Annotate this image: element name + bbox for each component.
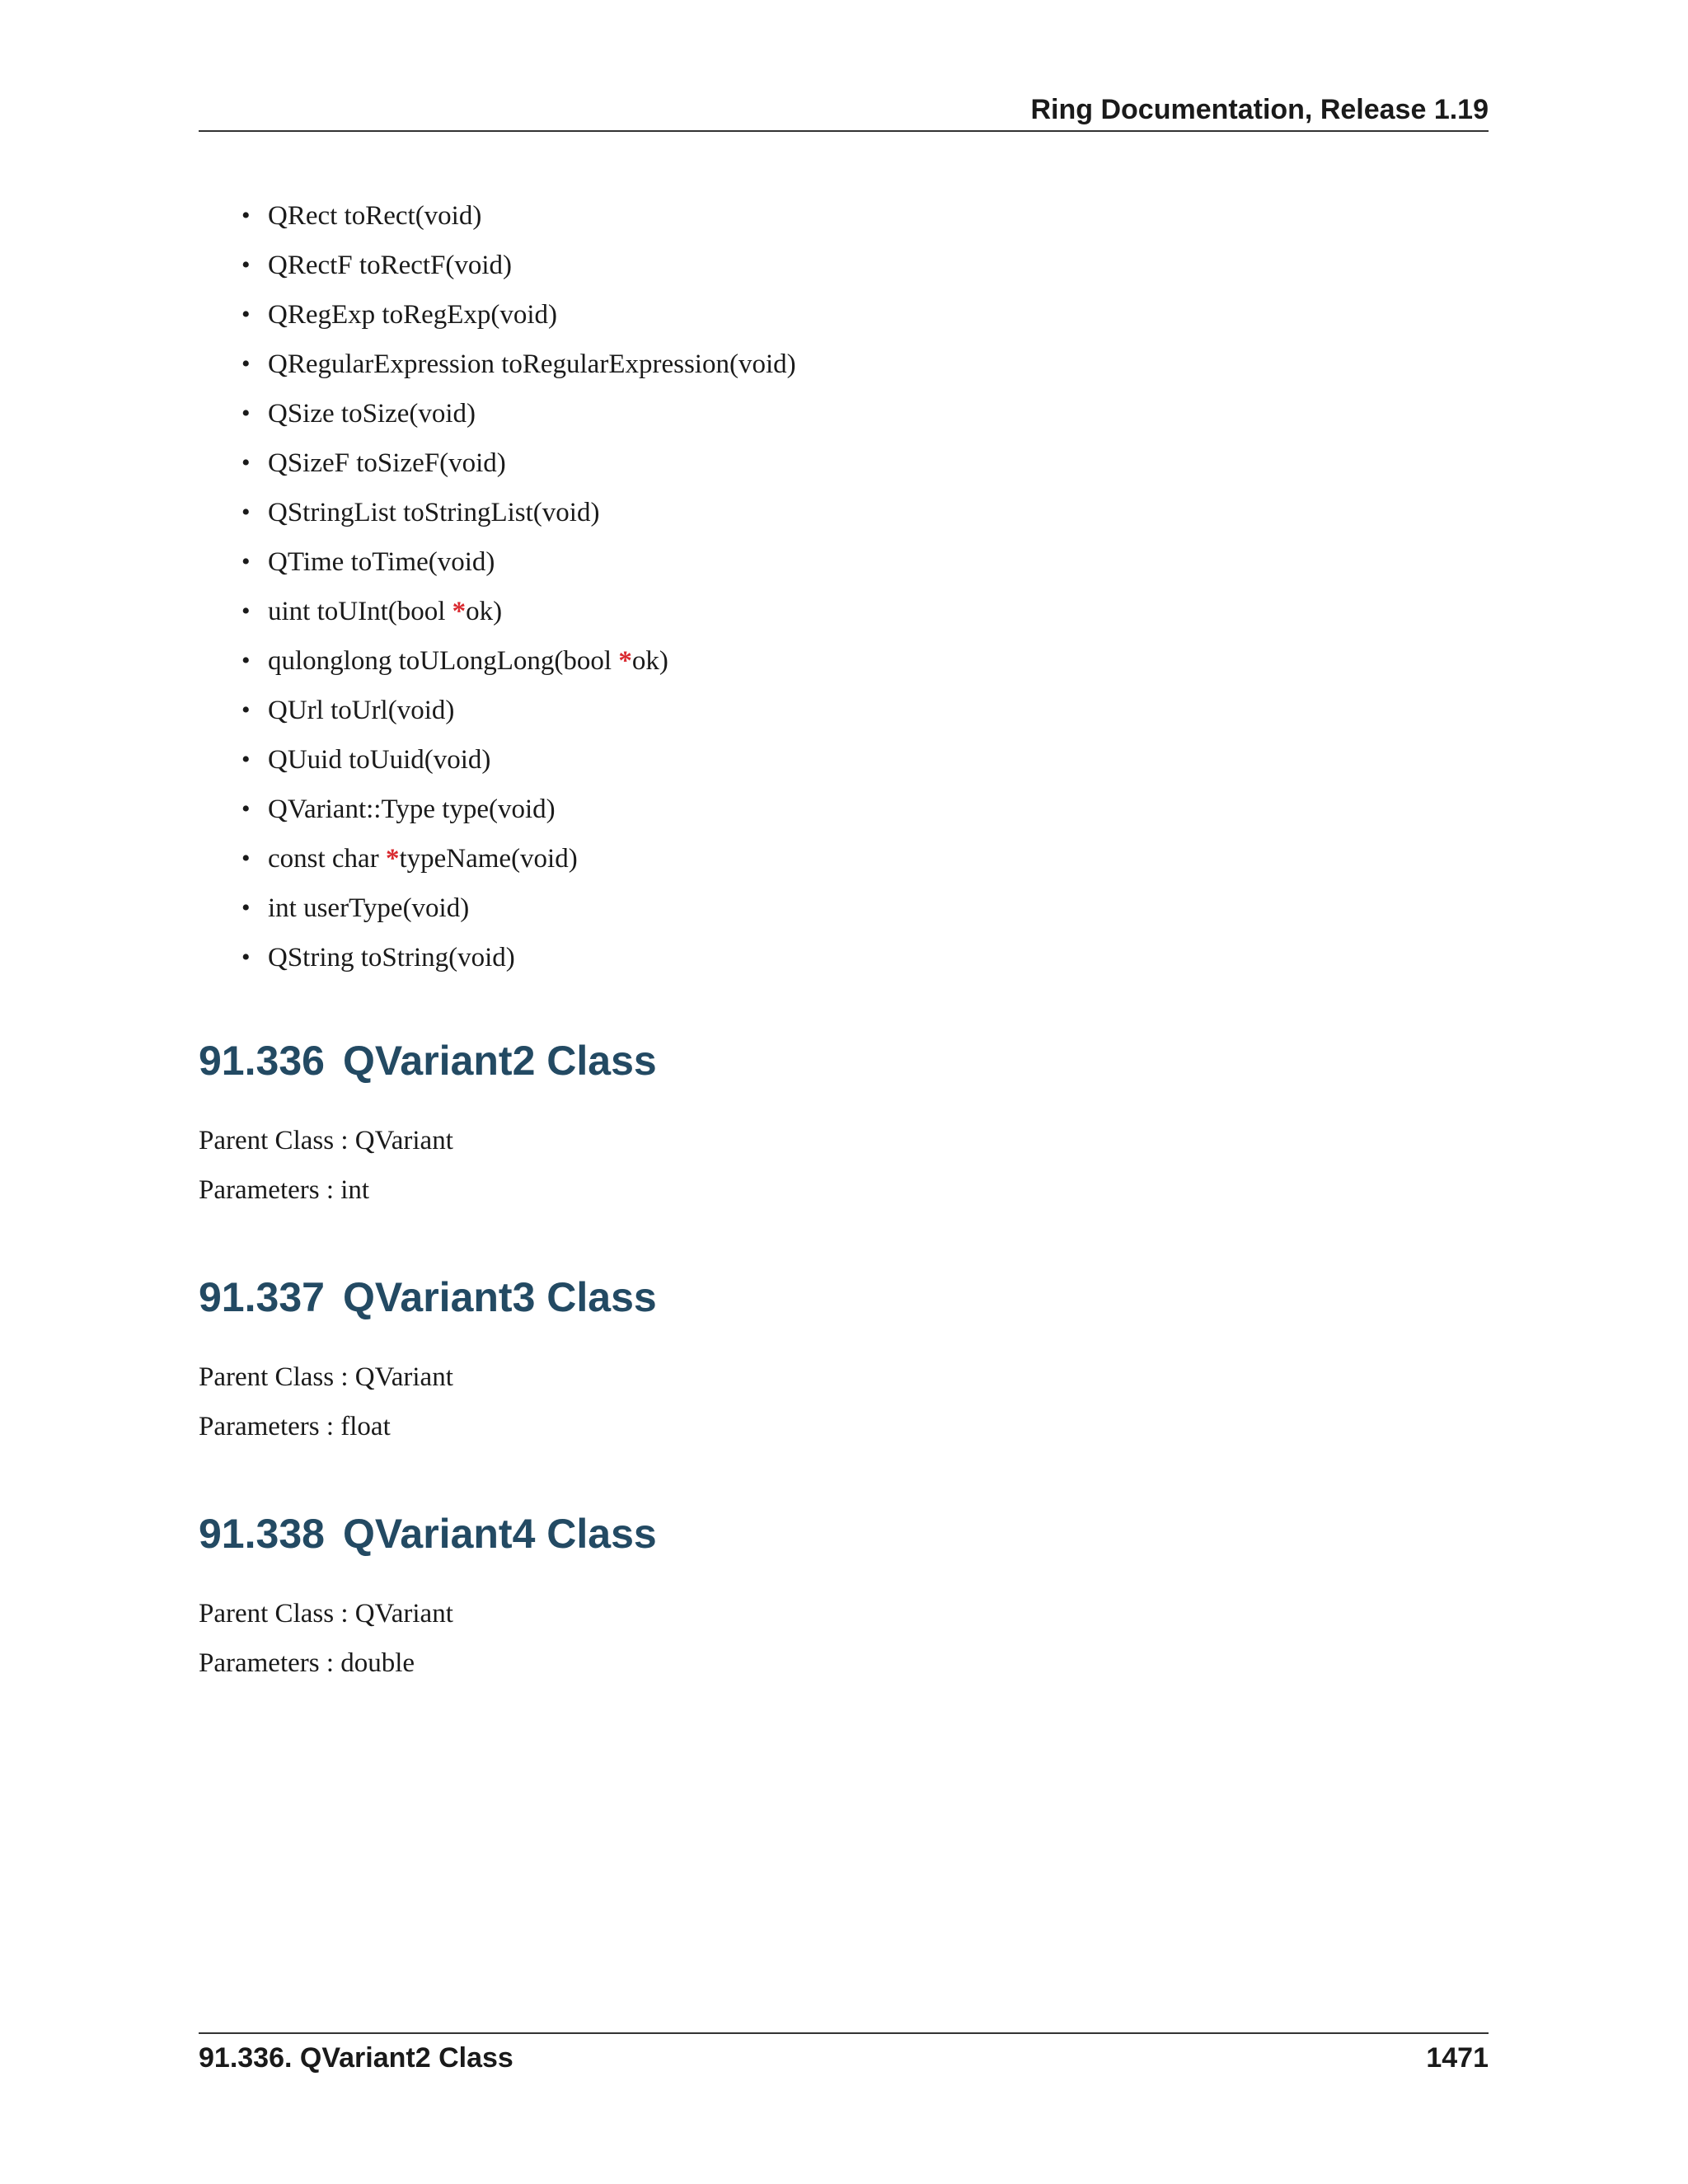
method-text: QSizeF toSizeF(void) (268, 448, 506, 478)
bullet-icon: • (241, 301, 251, 328)
list-item (199, 488, 796, 537)
method-text-tail: ok) (631, 646, 668, 676)
list-item (199, 340, 796, 389)
list-item (199, 191, 796, 241)
section-title: QVariant2 Class (342, 1038, 657, 1084)
bullet-icon: • (241, 795, 251, 823)
method-text: qulonglong toULongLong(bool (268, 646, 619, 676)
list-item (199, 290, 796, 340)
method-text: int userType(void) (268, 893, 470, 923)
bullet-icon: • (241, 449, 251, 476)
list-item (199, 883, 796, 933)
section-heading (199, 1268, 657, 1326)
section-number: 91.337 (199, 1274, 325, 1320)
bullet-icon: • (241, 696, 251, 724)
parent-class-line: Parent Class : QVariant (199, 1362, 453, 1392)
method-text: const char (268, 844, 386, 874)
list-item (199, 389, 796, 438)
method-text: QUrl toUrl(void) (268, 696, 455, 725)
parameters-line: Parameters : double (199, 1648, 415, 1678)
parameters-line: Parameters : int (199, 1175, 370, 1205)
section-title: QVariant3 Class (342, 1274, 657, 1320)
list-item (199, 537, 796, 587)
bullet-icon: • (241, 400, 251, 427)
bullet-icon: • (241, 647, 251, 674)
pointer-asterisk: * (385, 844, 400, 874)
parent-class-line: Parent Class : QVariant (199, 1599, 453, 1629)
method-text: QString toString(void) (268, 943, 515, 972)
section-heading (199, 1505, 657, 1563)
section-qvariant2 (199, 1032, 657, 1215)
method-text: QVariant::Type type(void) (268, 794, 556, 824)
list-item (199, 587, 796, 636)
pointer-asterisk: * (618, 646, 632, 676)
list-item (199, 686, 796, 735)
bullet-icon: • (241, 548, 251, 575)
parent-class-line: Parent Class : QVariant (199, 1126, 453, 1155)
method-text: QRegularExpression toRegularExpression(void) (268, 349, 796, 379)
method-text: QRegExp toRegExp(void) (268, 300, 558, 330)
section-number: 91.338 (199, 1511, 325, 1557)
list-item (199, 933, 796, 982)
bullet-icon: • (241, 746, 251, 773)
bullet-icon: • (241, 598, 251, 625)
method-text: QUuid toUuid(void) (268, 745, 491, 775)
bullet-icon: • (241, 251, 251, 279)
list-item (199, 438, 796, 488)
list-item (199, 241, 796, 290)
method-text: uint toUInt(bool (268, 597, 452, 626)
page-number: 1471 (1426, 2042, 1489, 2074)
method-text: QTime toTime(void) (268, 547, 495, 577)
list-item (199, 834, 796, 883)
section-title: QVariant4 Class (342, 1511, 657, 1557)
footer-section-label: 91.336. QVariant2 Class (199, 2042, 513, 2074)
bullet-icon: • (241, 202, 251, 229)
method-text: QStringList toStringList(void) (268, 498, 600, 527)
bullet-icon: • (241, 499, 251, 526)
pointer-asterisk: * (452, 597, 467, 626)
section-heading (199, 1032, 657, 1090)
header-title: Ring Documentation, Release 1.19 (1030, 94, 1489, 125)
parameters-line: Parameters : float (199, 1412, 391, 1441)
method-text: QRectF toRectF(void) (268, 251, 513, 280)
list-item (199, 785, 796, 834)
method-text-tail: ok) (466, 597, 503, 626)
list-item (199, 735, 796, 785)
page-header (199, 89, 1489, 132)
section-qvariant3 (199, 1268, 657, 1451)
page-footer (199, 2032, 1489, 2083)
method-text: QSize toSize(void) (268, 399, 476, 429)
method-list (199, 191, 796, 982)
list-item (199, 636, 796, 686)
section-number: 91.336 (199, 1038, 325, 1084)
section-qvariant4 (199, 1505, 657, 1688)
method-text-tail: typeName(void) (399, 844, 578, 874)
bullet-icon: • (241, 350, 251, 377)
method-text: QRect toRect(void) (268, 201, 482, 231)
bullet-icon: • (241, 894, 251, 921)
bullet-icon: • (241, 845, 251, 872)
bullet-icon: • (241, 944, 251, 971)
